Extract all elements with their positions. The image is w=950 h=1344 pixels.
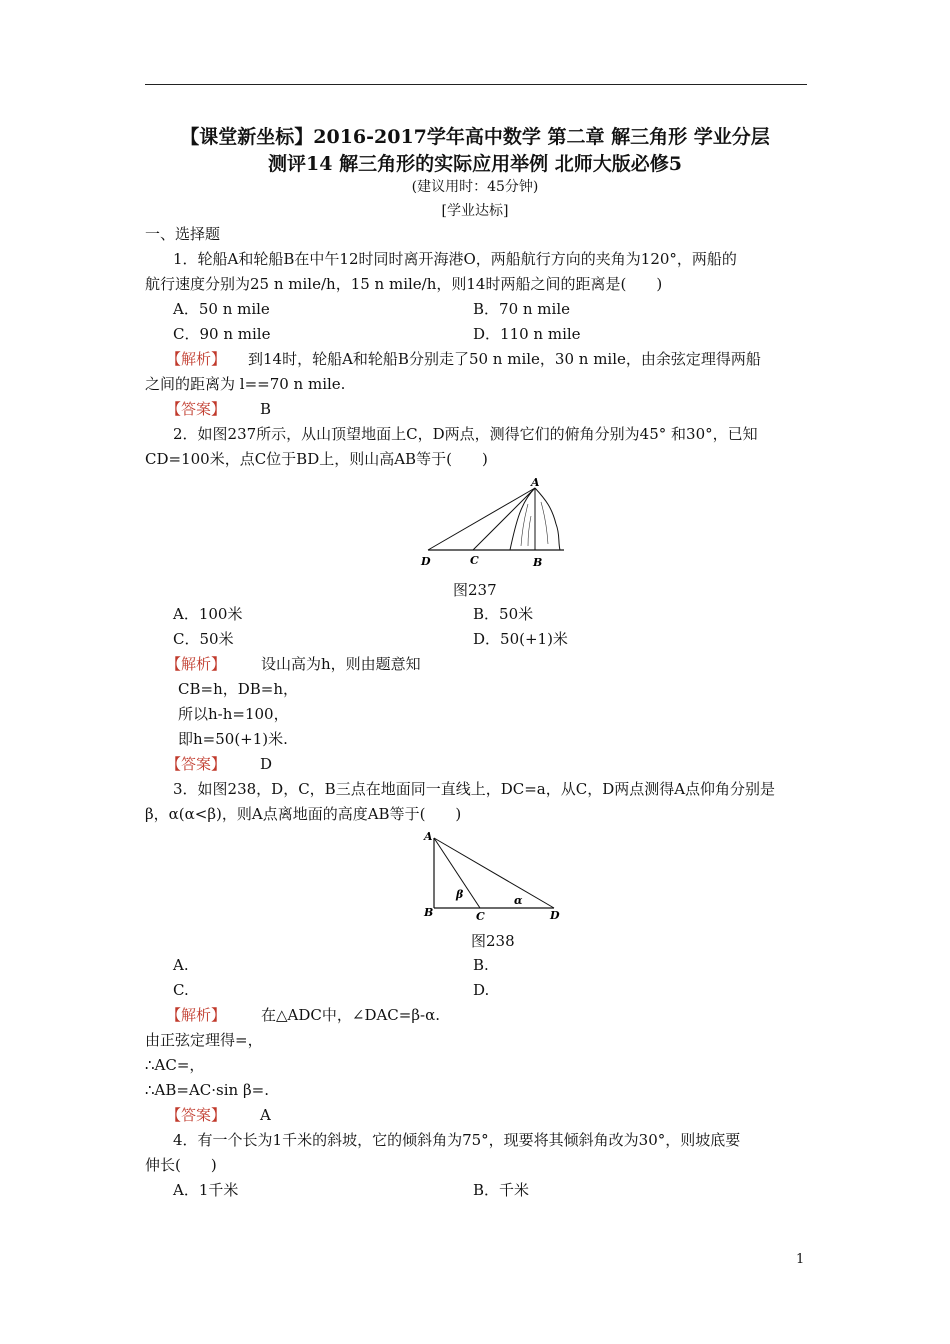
angle-alpha: α [514,894,523,907]
q1-answer-tag: 【答案】 [166,400,227,418]
figure-238-caption: 图238 [471,932,515,950]
q2-option-c: C．50米 [173,630,234,648]
q2-analysis-line1: 设山高为h，则由题意知 [261,655,421,673]
label-c: C [476,910,485,923]
q4-option-a: A．1千米 [173,1181,239,1199]
q2-stem-line2: CD=100米，点C位于BD上，则山高AB等于( ) [145,450,488,468]
line-da [428,488,535,550]
q3-option-a: A. [173,956,189,974]
q1-analysis-line2: 之间的距离为 l==70 n mile. [145,375,346,393]
q2-option-b: B．50米 [473,605,534,623]
label-d: D [550,909,560,922]
figure-237 [418,474,578,574]
section-heading: [学业达标] [441,203,509,219]
figure-237-caption: 图237 [453,581,497,599]
q3-analysis-line3: ∴AC=， [145,1056,205,1074]
label-c: C [470,554,479,567]
doc-title-line1: 【课堂新坐标】2016-2017学年高中数学 第二章 解三角形 学业分层 [180,126,770,148]
q3-answer-tag: 【答案】 [166,1106,227,1124]
q1-option-d: D．110 n mile [473,325,581,343]
label-b: B [533,556,543,569]
q2-answer: D [260,755,273,773]
doc-title-line2: 测评14 解三角形的实际应用举例 北师大版必修5 [268,153,682,175]
q2-analysis-line2: CB=h，DB=h， [178,680,299,698]
q4-option-b: B．千米 [473,1181,530,1199]
label-b: B [424,906,434,919]
figure-238 [418,826,568,926]
q3-analysis-line1: 在△ADC中，∠DAC=β-α. [261,1006,440,1024]
q1-analysis-tag: 【解析】 [166,350,227,368]
q2-option-d: D．50(+1)米 [473,630,568,648]
label-a: A [531,476,540,489]
suggested-time: (建议用时：45分钟) [411,179,539,195]
q2-option-a: A．100米 [173,605,243,623]
q1-analysis-line1: 到14时，轮船A和轮船B分别走了50 n mile，30 n mile，由余弦定理得两船 [248,350,761,368]
q3-stem-line2: β，α(α<β)，则A点离地面的高度AB等于( ) [145,805,462,823]
q3-option-d: D. [473,981,490,999]
q2-answer-tag: 【答案】 [166,755,227,773]
q4-stem-line1: 4．有一个长为1千米的斜坡，它的倾斜角为75°，现要将其倾斜角改为30°，则坡底要 [173,1131,741,1149]
q3-analysis-tag: 【解析】 [166,1006,227,1024]
q3-analysis-line2: 由正弦定理得=， [145,1031,263,1049]
q2-analysis-line3: 所以h-h=100， [178,705,289,723]
label-a: A [424,830,433,843]
header-rule [145,84,807,85]
q2-analysis-line4: 即h=50(+1)米. [178,730,288,748]
q3-option-b: B. [473,956,489,974]
q1-option-a: A．50 n mile [173,300,270,318]
label-d: D [421,555,431,568]
q3-stem-line1: 3．如图238，D，C，B三点在地面同一直线上，DC=a，从C，D两点测得A点仰角分别是 [173,780,776,798]
q1-stem-line2: 航行速度分别为25 n mile/h，15 n mile/h，则14时两船之间的距离是( ) [145,275,663,293]
q1-answer: B [260,400,272,418]
q3-answer: A [260,1106,271,1124]
page-number: 1 [796,1252,805,1267]
q4-stem-line2: 伸长( ) [145,1156,217,1174]
angle-beta: β [456,888,464,901]
q1-stem-line1: 1．轮船A和轮船B在中午12时同时离开海港O，两船航行方向的夹角为120°，两船的 [173,250,737,268]
q1-option-c: C．90 n mile [173,325,271,343]
part-heading: 一、选择题 [145,225,221,243]
q3-analysis-line4: ∴AB=AC·sin β=. [145,1081,269,1099]
q2-stem-line1: 2．如图237所示，从山顶望地面上C，D两点，测得它们的俯角分别为45° 和30°，已知 [173,425,758,443]
q3-option-c: C. [173,981,189,999]
q2-analysis-tag: 【解析】 [166,655,227,673]
line-ad [434,838,554,908]
q1-option-b: B．70 n mile [473,300,571,318]
